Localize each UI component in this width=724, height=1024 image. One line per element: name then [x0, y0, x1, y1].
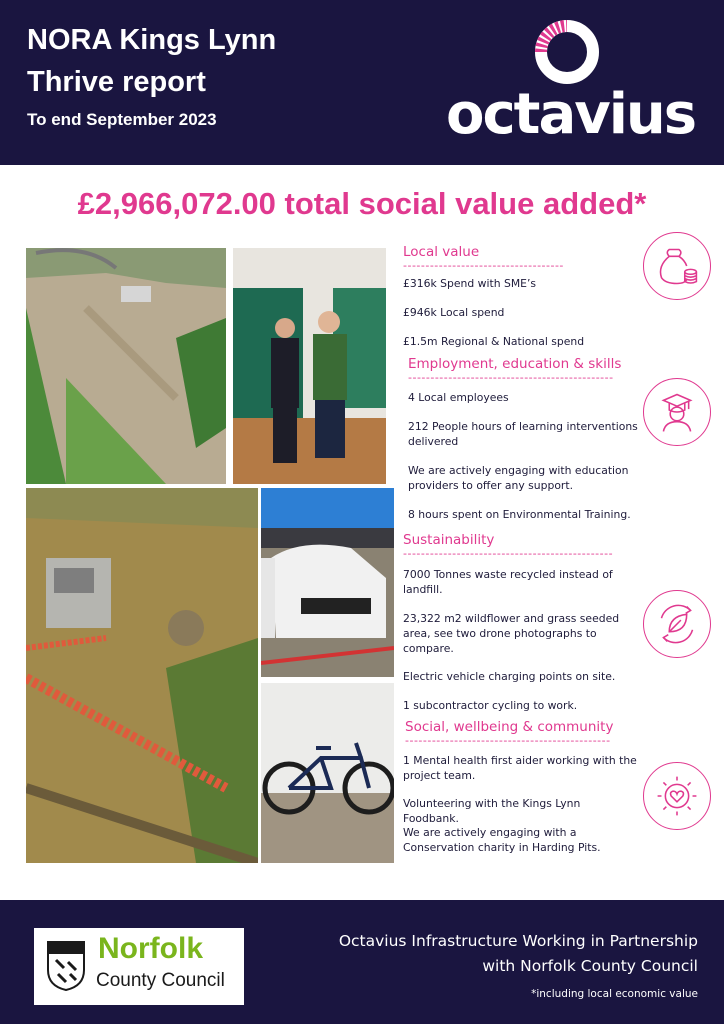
- norfolk-county-council-logo: [34, 928, 244, 1005]
- drone-photo-after: [26, 488, 258, 863]
- drone-photo-before: [26, 248, 226, 484]
- section-title: Sustainability: [403, 532, 495, 548]
- section-sustainability: [403, 532, 628, 560]
- list-item: £316k Spend with SME’s: [403, 277, 537, 290]
- county-crest-icon: [46, 940, 86, 992]
- section-local-value: [403, 244, 578, 272]
- norfolk-logo-text: Norfolk: [98, 932, 203, 965]
- list-item: 212 People hours of learning interventions delivered: [408, 420, 638, 448]
- section-divider: ------------------------------------: [403, 260, 564, 272]
- report-title: NORA Kings Lynn: [27, 24, 277, 56]
- list-item: £946k Local spend: [403, 306, 505, 319]
- list-item: 7000 Tonnes waste recycled instead of landfill.: [403, 568, 613, 596]
- list-item: 8 hours spent on Environmental Training.: [408, 508, 631, 521]
- list-item: Volunteering with the Kings Lynn Foodbank.: [403, 797, 581, 825]
- section-divider: ----------------------------------------------: [408, 372, 614, 384]
- footnote: *including local economic value: [531, 988, 698, 1000]
- partnership-line1: Octavius Infrastructure Working in Partnership: [338, 932, 698, 950]
- money-bag-icon: [643, 232, 711, 300]
- section-divider: ----------------------------------------------: [405, 735, 611, 747]
- list-item: 1 subcontractor cycling to work.: [403, 699, 578, 712]
- section-social: [405, 719, 627, 747]
- section-title: Employment, education & skills: [408, 356, 622, 372]
- headline-total: £2,966,072.00 total social value added*: [77, 186, 647, 221]
- list-item: 23,322 m2 wildflower and grass seeded area, see two drone photographs to compare.: [403, 612, 620, 655]
- list-item: 1 Mental health first aider working with the project team.: [403, 754, 637, 782]
- list-item: £1.5m Regional & National spend: [403, 335, 585, 348]
- report-title-line2: Thrive report: [27, 66, 206, 98]
- footer-banner: [0, 900, 724, 1024]
- graduate-icon: [643, 378, 711, 446]
- list-item: We are actively engaging with education providers to offer any support.: [408, 464, 629, 492]
- ev-charging-photo: [261, 488, 394, 677]
- octavius-logo: octavius: [446, 82, 696, 147]
- section-title: Local value: [403, 244, 480, 260]
- list-item: 4 Local employees: [408, 391, 509, 404]
- heart-hand-icon: [643, 762, 711, 830]
- leaf-cycle-icon: [643, 590, 711, 658]
- header-banner: [0, 0, 724, 165]
- section-title: Social, wellbeing & community: [405, 719, 614, 735]
- county-council-logo-text: County Council: [96, 970, 225, 991]
- section-employment: [408, 356, 630, 384]
- list-item: We are actively engaging with a Conservation charity in Harding Pits.: [403, 826, 601, 854]
- section-divider: -----------------------------------------------: [403, 548, 614, 560]
- partnership-line2: with Norfolk County Council: [482, 957, 698, 975]
- octavius-logo-ring-icon: [530, 15, 604, 89]
- report-period: To end September 2023: [27, 110, 217, 129]
- team-photo: [233, 248, 386, 484]
- bicycle-photo: [261, 683, 394, 863]
- list-item: Electric vehicle charging points on site.: [403, 670, 616, 683]
